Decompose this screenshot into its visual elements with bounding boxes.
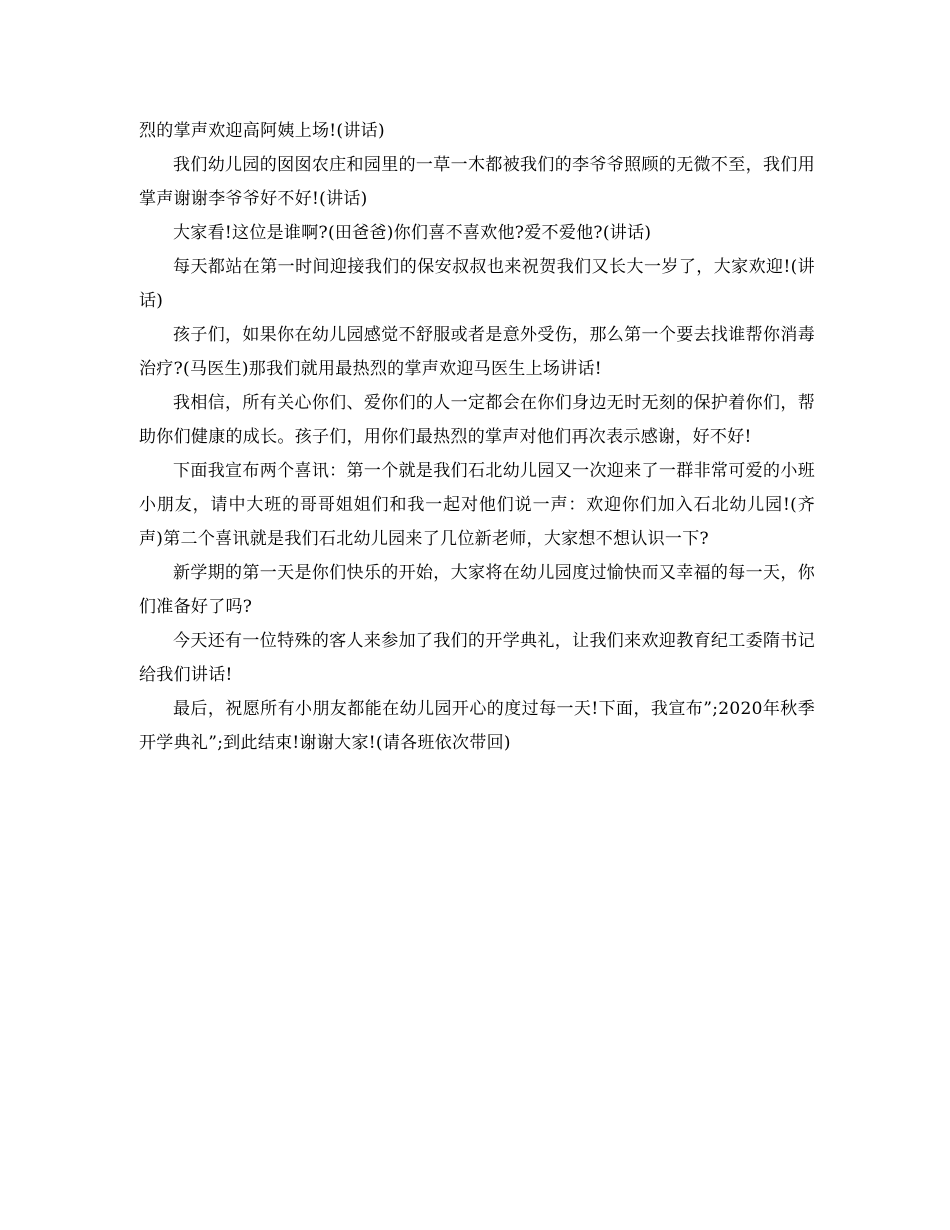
- paragraph-continuation: 烈的掌声欢迎高阿姨上场!(讲话): [139, 121, 385, 141]
- paragraph: 最后，祝愿所有小朋友都能在幼儿园开心的度过每一天!下面，我宣布”;2020年秋季开学典礼”;到此结束!谢谢大家!(请各班依次带回): [139, 699, 815, 753]
- paragraph: 大家看!这位是谁啊?(田爸爸)你们喜不喜欢他?爱不爱他?(讲话): [173, 223, 652, 243]
- document-body: [139, 114, 815, 760]
- paragraph: 下面我宣布两个喜讯：第一个就是我们石北幼儿园又一次迎来了一群非常可爱的小班小朋友，请中大班的哥哥姐姐们和我一起对他们说一声：欢迎你们加入石北幼儿园!(齐声)第二个喜讯就是我们石北幼儿园来了几位新老师，大家想不想认识一下?: [139, 461, 815, 549]
- paragraph: 今天还有一位特殊的客人来参加了我们的开学典礼，让我们来欢迎教育纪工委隋书记给我们讲话!: [139, 631, 815, 685]
- paragraph: 每天都站在第一时间迎接我们的保安叔叔也来祝贺我们又长大一岁了，大家欢迎!(讲话): [139, 257, 815, 311]
- paragraph: 我相信，所有关心你们、爱你们的人一定都会在你们身边无时无刻的保护着你们，帮助你们健康的成长。孩子们，用你们最热烈的掌声对他们再次表示感谢，好不好!: [139, 393, 815, 447]
- paragraph: 我们幼儿园的囡囡农庄和园里的一草一木都被我们的李爷爷照顾的无微不至，我们用掌声谢谢李爷爷好不好!(讲话): [139, 155, 815, 209]
- paragraph: 新学期的第一天是你们快乐的开始，大家将在幼儿园度过愉快而又幸福的每一天，你们准备好了吗?: [139, 563, 815, 617]
- paragraph: 孩子们，如果你在幼儿园感觉不舒服或者是意外受伤，那么第一个要去找谁帮你消毒治疗?(马医生)那我们就用最热烈的掌声欢迎马医生上场讲话!: [139, 325, 815, 379]
